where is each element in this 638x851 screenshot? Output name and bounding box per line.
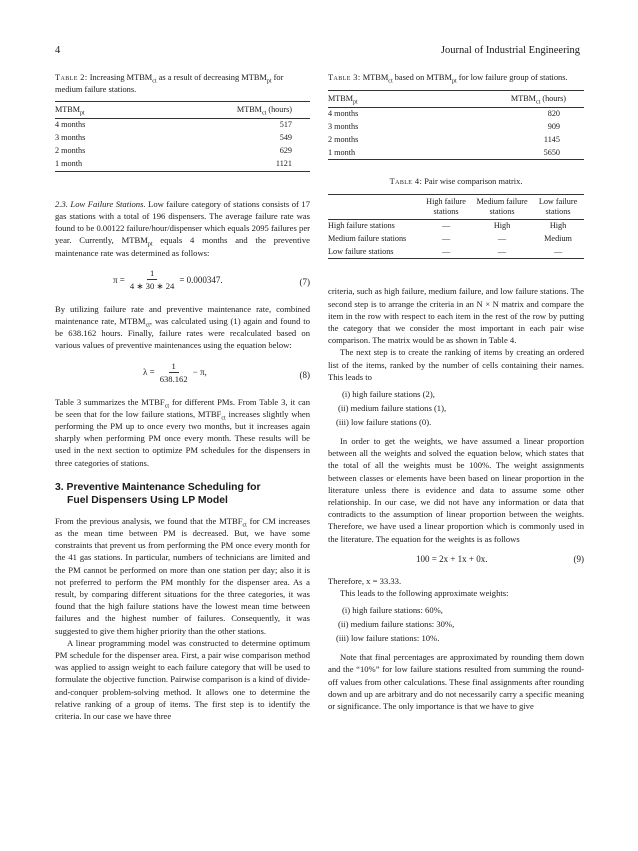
- table-row: 3 months 549: [55, 133, 292, 143]
- paragraph-x-value: Therefore, x = 33.33.: [328, 575, 402, 586]
- table-row: 2 months 629: [55, 146, 292, 156]
- table3: [328, 90, 584, 161]
- table-row: 4 months 517: [55, 120, 292, 130]
- subsection-title: 2.3. Low Failure Stations.: [55, 198, 146, 209]
- paragraph-rounding-note: Note that final percentages are approximated by rounding them down and the “10%” for low failure stations resulted from summing the round-off values from other calculations. These final assignments after rounding down and up are arbitrary and do not necessarily carry a specific meaning or significance. The only importance is that we have to give: [328, 652, 584, 711]
- table-row: 1 month 5650: [328, 146, 584, 159]
- table-row: Low failure stations — — —: [328, 245, 584, 258]
- table4-header: Medium failure stations: [472, 194, 532, 219]
- paragraph-approx-weights: This leads to the following approximate weights:: [340, 587, 509, 598]
- paragraph-lp-model: A linear programming model was constructed to determine optimum PM schedule for the dispenser area. First, a pair wise comparison method was applied to assign weight to each failure category that will be used to formulate the objective function. Pairwise comparison is a kind of divide-and-conquer problem-solving method. It allows one to determine the relative ranking of a group of items. The first step is to identify the criteria. In our case we have three: [55, 637, 310, 721]
- table2: [55, 101, 310, 172]
- list-item: (ii) medium failure stations: 30%,: [338, 619, 455, 630]
- page-number: 4: [55, 45, 61, 56]
- list-item: (i) high failure stations (2),: [342, 388, 435, 399]
- left-column: [55, 72, 310, 722]
- paragraph-low-failure: 2.3. Low Failure Stations. Low failure category of stations consists of 17 gas stations with a total of 196 dispensers. The average failure rate was found to be 0.00122 failure/hour/dispenser which equals 2095 failures per year. Currently, $MTBM_{pt}$ equals 4 months and the preventive maintenance rate was determined as follows:: [55, 198, 310, 258]
- list-item: (ii) medium failure stations (1),: [338, 402, 447, 413]
- ranking-list: [328, 387, 584, 429]
- list-item: (i) high failure stations: 60%,: [342, 605, 443, 616]
- paragraph-table3-summary: Table 3 summarizes the $MTBF_{ct}$ for different PMs. From Table 3, it can be seen that for the low failure stations, $MTBF_{ct}$ increases slightly when performing the PM up to once every two months, but it increases again sharply when performing PM once every month. These results will be used in the next section to optimize PM schedules for the dispensers in three categories of stations.: [55, 396, 310, 468]
- table2-header-mtbm-pt: $MTBM_{pt}$: [55, 102, 130, 119]
- table4: [328, 194, 584, 260]
- equation-7: π = $\frac{1}{4 ∗ 30 ∗ 24}$ = 0.000347. (7): [113, 267, 310, 291]
- equation-9: 100 = 2x + 1x + 0x. (9): [416, 553, 584, 564]
- paragraph-combined-rate: By utilizing failure rate and preventive maintenance rate, combined maintenance rate, $MTBM_{ct}$, was calculated using (1) again and found to be 638.162 hours. Finally, failure rates were recalculated based on various values of preventive maintenances using the equation below:: [55, 303, 310, 351]
- section-3-title: 3. Preventive Maintenance Scheduling for Fuel Dispensers Using LP Model: [55, 481, 261, 506]
- table-row: 4 months 820: [328, 108, 560, 118]
- equation-8: λ = $\frac{1}{638.162}$ − π, (8): [143, 360, 310, 384]
- table4-header: High failure stations: [420, 194, 472, 219]
- table4-header: Low failure stations: [532, 194, 584, 219]
- table3-header-mtbm-pt: $MTBM_{pt}$: [328, 90, 403, 107]
- table-row: 3 months 909: [328, 121, 560, 131]
- table-row: 1 month 1121: [55, 158, 310, 171]
- table2-header-mtbm-ct: $MTBM_{ct}$ (hours): [130, 102, 310, 119]
- table3-header-mtbm-ct: $MTBM_{ct}$ (hours): [403, 90, 584, 107]
- table-row: High failure stations — High High: [328, 220, 567, 230]
- right-column: [328, 72, 584, 712]
- paragraph-section3-intro: From the previous analysis, we found that the $MTBF_{ct}$ for CM increases as the mean time between PM is decreased. But, we have some constraints that prevent us from performing the PM once every month for the 41 gas stations. In particular, numbers of technicians are limited and the PM cannot be performed on more than one station per day; also it is not preferred to perform the PM monthly for the dispenser area. As a result, by comparing different situations for the three categories, it was found that the high failure stations have the lowest mean time between failures and the highest number of failures. Consequently, it was suggested to give them higher priority than the other stations.: [55, 515, 310, 636]
- table3-caption: Table 3: $MTBM_{ct}$ based on $MTBM_{pt}$ for low failure group of stations.: [328, 73, 568, 85]
- paragraph-criteria: criteria, such as high failure, medium failure, and low failure stations. The second step is to arrange the criteria in an N × N matrix and compare the item in the row with respect to each item in the rest of the row by putting the category that we consider the most important in each pair wise comparison. The matrix would be as shown in Table 4.: [328, 286, 584, 346]
- weights-list: [328, 603, 584, 645]
- paragraph-ranking: The next step is to create the ranking of items by creating an ordered list of the items, ranked by the number of cells containing their names. This leads to: [328, 347, 584, 382]
- table4-caption: Table 4: Pair wise comparison matrix.: [389, 177, 523, 187]
- table-row: Medium failure stations — — Medium: [328, 233, 572, 243]
- table2-caption: Table 2: Increasing $MTBM_{ct}$ as a result of decreasing $MTBM_{pt}$ for medium failure stations.: [55, 73, 284, 94]
- list-item: (iii) low failure stations: 10%.: [336, 633, 440, 644]
- paragraph-weights: In order to get the weights, we have assumed a linear proportion between all the weights and solved the equation below, which states that the total of all the weights must be 100%. The weight assignments between classes or elements have been based on linear proportion in the literature unless there is evidence and data to assume some other relationship. In our case, we did not have any information or data that contradicts to the assumption of linear proportion between the weights. Therefore, we have used a linear proportion which is commonly used in the literature. The equation for the weights is as follows: [328, 435, 584, 544]
- journal-title: Journal of Industrial Engineering: [440, 45, 580, 56]
- list-item: (iii) low failure stations (0).: [336, 416, 432, 427]
- table-row: 2 months 1145: [328, 134, 560, 144]
